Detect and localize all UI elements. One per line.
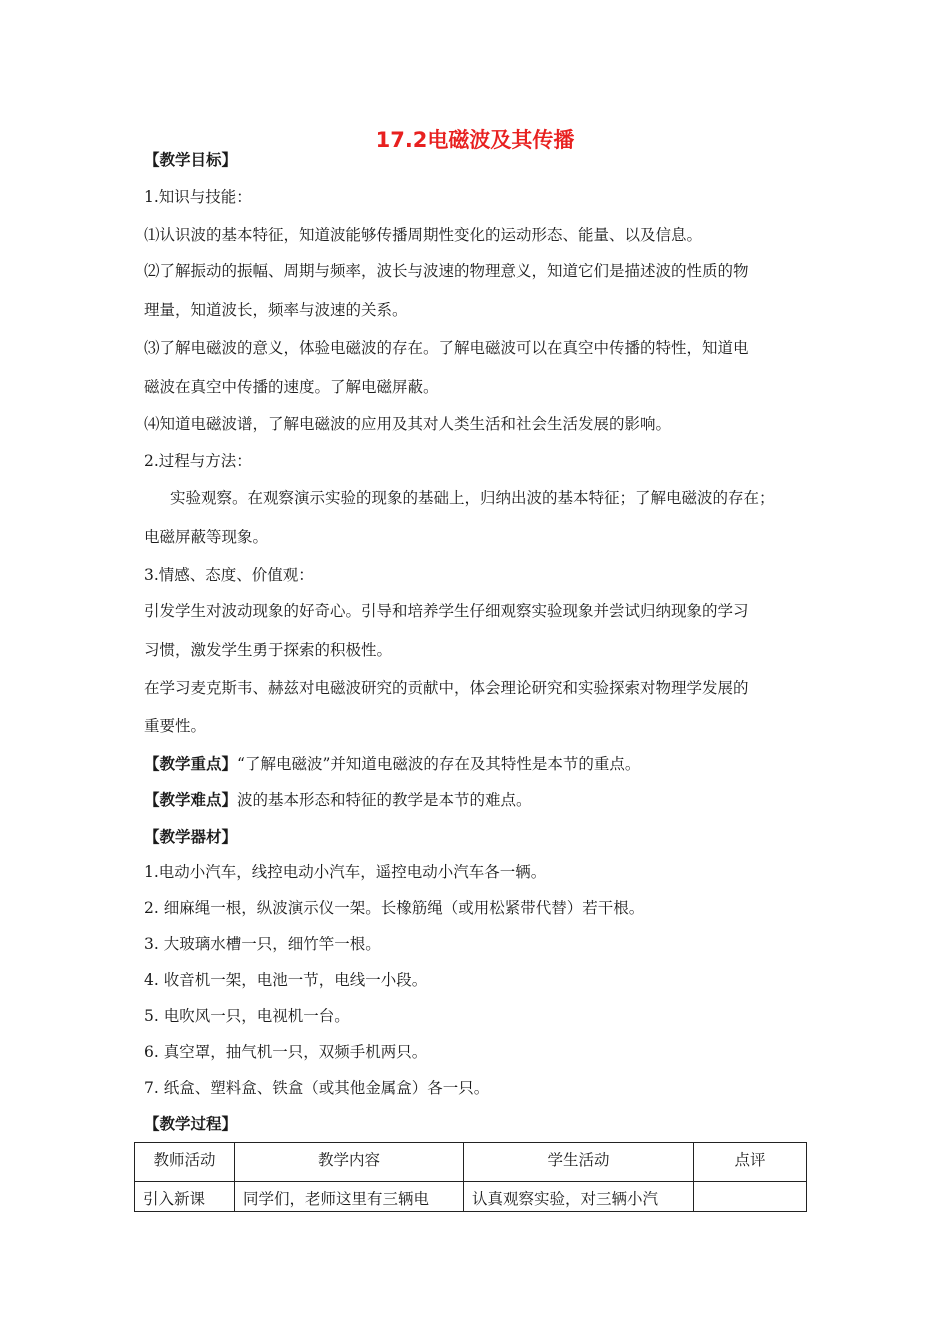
goal2-heading: 2.过程与方法： [144,452,252,470]
table-header-cell: 教学内容 [235,1143,464,1182]
goal1-paragraph: 理量，知道波长，频率与波速的关系。 [144,301,408,319]
table-cell: 同学们，老师这里有三辆电 [235,1182,464,1212]
equipment-item: 3. 大玻璃水槽一只，细竹竿一根。 [144,935,381,953]
goal3-paragraph: 习惯，激发学生勇于探索的积极性。 [144,641,393,659]
goal1-paragraph: 磁波在真空中传播的速度。了解电磁屏蔽。 [144,378,439,396]
equipment-item: 1.电动小汽车，线控电动小汽车，遥控电动小汽车各一辆。 [144,863,547,881]
goal3-paragraph: 引发学生对波动现象的好奇心。引导和培养学生仔细观察实验现象并尝试归纳现象的学习 [144,602,749,620]
goal1-paragraph: ⑷知道电磁波谱，了解电磁波的应用及其对人类生活和社会生活发展的影响。 [144,415,672,433]
difficulty-line [144,790,532,810]
document-title: 17.2电磁波及其传播 [375,128,575,152]
section-heading-process: 【教学过程】 [144,1114,238,1133]
goal1-paragraph: ⑵了解振动的振幅、周期与频率，波长与波速的物理意义，知道它们是描述波的性质的物 [144,262,749,280]
table-cell: 认真观察实验，对三辆小汽 [464,1182,694,1212]
table-header-cell: 点评 [694,1143,807,1182]
table-header-row [135,1143,807,1182]
table-row [135,1182,807,1212]
goal2-paragraph: 电磁屏蔽等现象。 [144,528,269,546]
equipment-item: 2. 细麻绳一根，纵波演示仪一架。长橡筋绳（或用松紧带代替）若干根。 [144,899,645,917]
section-heading-goals: 【教学目标】 [144,150,238,169]
goal2-paragraph: 实验观察。在观察演示实验的现象的基础上，归纳出波的基本特征；了解电磁波的存在； [170,489,775,507]
goal3-heading: 3.情感、态度、价值观： [144,566,314,584]
equipment-item: 6. 真空罩，抽气机一只，双频手机两只。 [144,1043,428,1061]
key-point-label: 【教学重点】 [144,754,238,773]
equipment-item: 4. 收音机一架，电池一节，电线一小段。 [144,971,428,989]
goal1-paragraph: ⑶了解电磁波的意义，体验电磁波的存在。了解电磁波可以在真空中传播的特性，知道电 [144,339,749,357]
section-heading-equipment: 【教学器材】 [144,827,238,846]
goal1-heading: 1.知识与技能： [144,188,252,206]
table-header-cell: 学生活动 [464,1143,694,1182]
key-point-line [144,754,640,774]
key-point-text: “了解电磁波”并知道电磁波的存在及其特性是本节的重点。 [237,755,641,773]
process-table [134,1142,807,1212]
goal3-paragraph: 重要性。 [144,717,207,735]
difficulty-label: 【教学难点】 [144,790,238,809]
table-cell [694,1182,807,1212]
equipment-item: 5. 电吹风一只，电视机一台。 [144,1007,350,1025]
goal1-paragraph: ⑴认识波的基本特征，知道波能够传播周期性变化的运动形态、能量、以及信息。 [144,226,703,244]
difficulty-text: 波的基本形态和特征的教学是本节的难点。 [237,791,532,809]
goal3-paragraph: 在学习麦克斯韦、赫兹对电磁波研究的贡献中，体会理论研究和实验探索对物理学发展的 [144,679,749,697]
table-cell: 引入新课 [135,1182,235,1212]
table-header-cell: 教师活动 [135,1143,235,1182]
equipment-item: 7. 纸盒、塑料盒、铁盒（或其他金属盒）各一只。 [144,1079,490,1097]
